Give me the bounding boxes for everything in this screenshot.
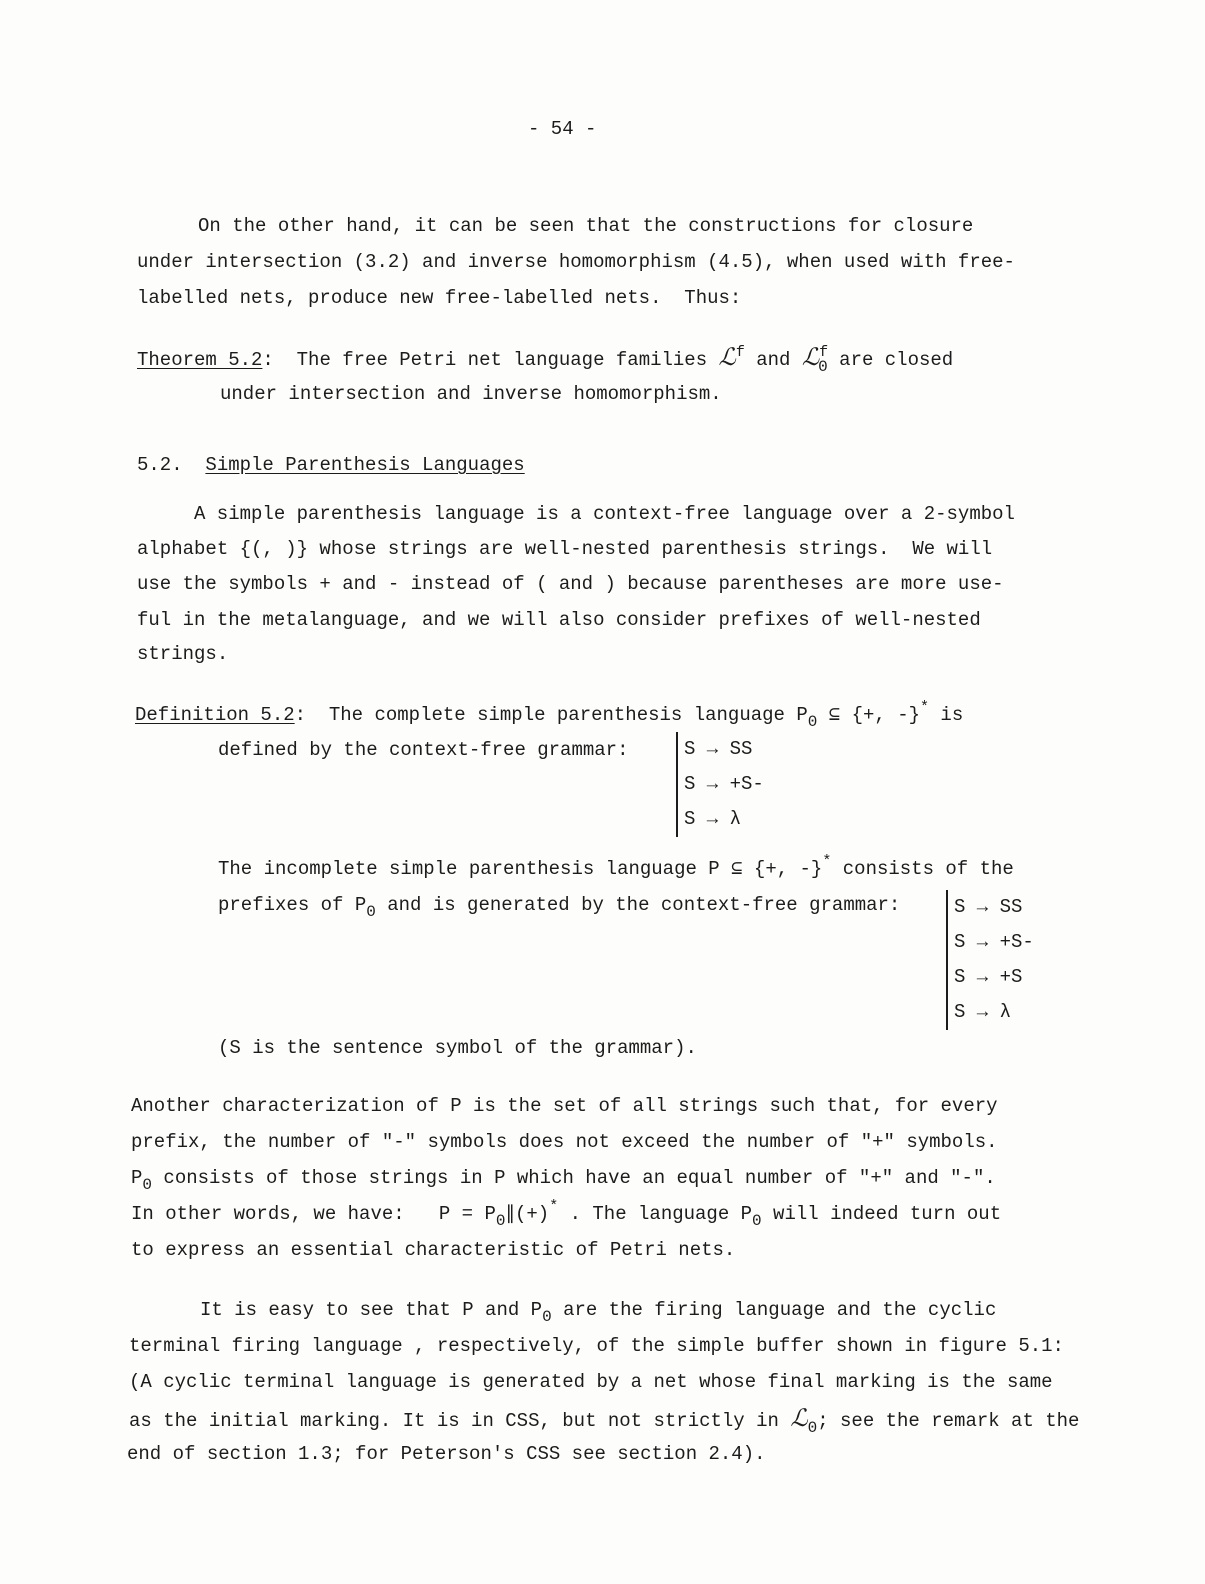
grammar-rule: S → SS	[684, 738, 753, 760]
para3-line-2: prefix, the number of "-" symbols does not exceed the number of "+" symbols.	[131, 1131, 998, 1153]
para2-line-1: A simple parenthesis language is a context-free language over a 2-symbol	[194, 503, 1015, 525]
grammar-rule: S → λ	[954, 1001, 1012, 1023]
para3-line-1: Another characterization of P is the set of all strings such that, for every	[131, 1095, 998, 1117]
page-number: - 54 -	[528, 118, 597, 140]
para4-line-3: (A cyclic terminal language is generated by a net whose final marking is the same	[129, 1371, 1053, 1393]
theorem-text: The free Petri net language families	[296, 349, 719, 371]
sentence-symbol-note: (S is the sentence symbol of the grammar).	[218, 1037, 697, 1059]
definition-label: Definition 5.2	[135, 704, 295, 726]
section-heading	[137, 453, 525, 477]
para3-line-4: In other words, we have: $P = P_0\parallel(+)^*$ . The language $P_0$ will indeed turn out	[131, 1198, 1002, 1230]
grammar-incomplete	[946, 890, 1034, 1030]
para2-line-5: strings.	[137, 643, 229, 665]
para2-line-3: use the symbols + and - instead of ( and ) because parentheses are more use-	[137, 573, 1004, 595]
theorem-label: Theorem 5.2	[137, 349, 263, 371]
definition-line-2: defined by the context-free grammar:	[218, 739, 629, 761]
section-title: Simple Parenthesis Languages	[205, 454, 525, 476]
para2-line-2: alphabet {(, )} whose strings are well-nested parenthesis strings. We will	[137, 538, 993, 560]
definition-line-1: Definition 5.2: The complete simple parenthesis language $P_0$ ⊆ {+, -}* is	[135, 699, 964, 731]
grammar-rule: S → SS	[954, 896, 1023, 918]
language-family-script-l: ℒ	[718, 343, 736, 371]
grammar-rule: S → λ	[684, 808, 742, 830]
theorem-line-2: under intersection and inverse homomorphism.	[220, 383, 722, 405]
theorem-line-1: Theorem 5.2: The free Petri net language families ℒ$^f$ and ℒ$^f_0$ are closed	[137, 343, 954, 376]
incomplete-line-2: prefixes of $P_0$ and is generated by the context-free grammar:	[218, 894, 901, 921]
incomplete-line-1: The incomplete simple parenthesis language P ⊆ {+, -}* consists of the	[218, 853, 1014, 880]
grammar-rule: S → +S-	[684, 773, 764, 795]
para2-line-4: ful in the metalanguage, and we will also consider prefixes of well-nested	[137, 609, 981, 631]
para4-line-2: terminal firing language , respectively, of the simple buffer shown in figure 5.1:	[129, 1335, 1064, 1357]
para4-line-4: as the initial marking. It is in CSS, but not strictly in ℒ$_0$; see the remark at the	[129, 1404, 1080, 1437]
para1-line-3: labelled nets, produce new free-labelled nets. Thus:	[137, 287, 742, 309]
para3-line-5: to express an essential characteristic of Petri nets.	[131, 1239, 736, 1261]
para1-line-2: under intersection (3.2) and inverse homomorphism (4.5), when used with free-	[137, 251, 1015, 273]
para4-line-5: end of section 1.3; for Peterson's CSS see section 2.4).	[127, 1443, 766, 1465]
para4-line-1: It is easy to see that P and $P_0$ are the firing language and the cyclic	[200, 1299, 997, 1326]
language-family-script-l0: ℒ	[790, 1404, 808, 1432]
para1-line-1: On the other hand, it can be seen that the constructions for closure	[198, 215, 974, 237]
grammar-rule: S → +S-	[954, 931, 1034, 953]
section-number: 5.2.	[137, 454, 183, 476]
language-family-script-l0: ℒ	[801, 343, 820, 371]
grammar-complete	[676, 732, 764, 837]
para3-line-3: $P_0$ consists of those strings in P which have an equal number of "+" and "-".	[131, 1167, 996, 1194]
grammar-rule: S → +S	[954, 966, 1023, 988]
